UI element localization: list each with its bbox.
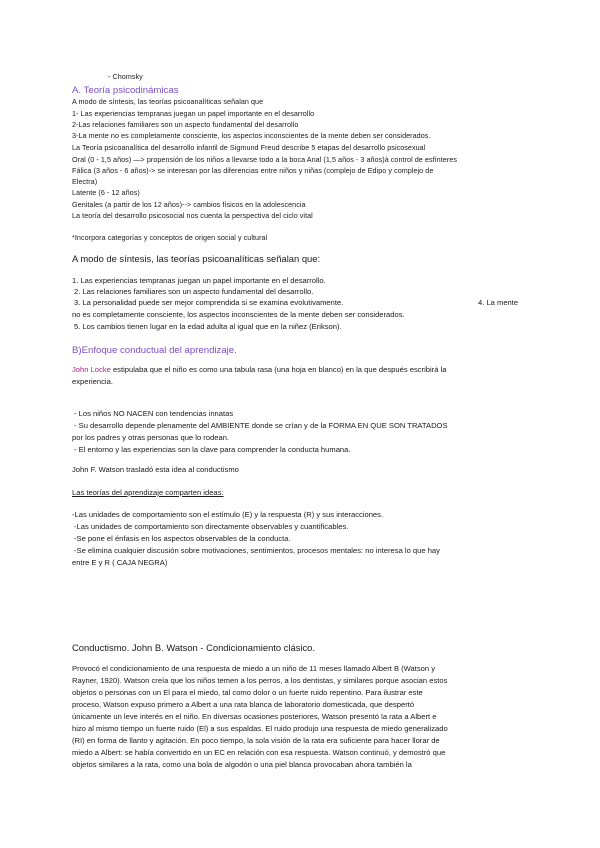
conductismo-line: únicamente un leve interés en el niño. En diversas ocasiones posteriores, Watson presentó la rata a Albert e [72,712,437,721]
locke-name: John Locke [72,365,111,374]
section-a-line: A modo de síntesis, las teorías psicoanalíticas señalan que [72,97,264,106]
ideas-heading: Las teorías del aprendizaje comparten ideas: [72,488,224,497]
section-a-line: 3-La mente no es completamente consciente, los aspectos inconscientes de la mente deben ser considerados. [72,131,431,140]
conductismo-line: miedo a Albert: se había convertido en un EC en relación con esa respuesta. Watson continuó, y demostró que [72,748,446,757]
section-a-line: La Teoría psicoanalítica del desarrollo infantil de Sigmund Freud describe 5 etapas del desarrollo psicosexual [72,143,426,152]
section-a-title: A. Teoría psicodinámicas [72,85,179,96]
locke-text: estipulaba que el niño es como una tabula rasa (una hoja en blanco) en la que después escribirá la [110,365,447,374]
b-bullet: por los padres y otras personas que lo rodean. [72,433,230,442]
section-a-note: *Incorpora categorías y conceptos de origen social y cultural [72,233,268,242]
section-a-line: 2-Las relaciones familiares son un aspecto fundamental del desarrollo [72,120,299,129]
section-a-line: 1- Las experiencias tempranas juegan un papel importante en el desarrollo [72,109,315,118]
synthesis-item: 1. Las experiencias tempranas juegan un papel importante en el desarrollo. [72,276,326,285]
conductismo-line: Provocó el condicionamiento de una respuesta de miedo a un niño de 11 meses llamado Albert B (Watson y [72,664,436,673]
conductismo-line: Rayner, 1920). Watson creía que los niños temen a los perros, a los dentistas, y similares porque asocian estos [72,676,448,685]
section-a-line: Fálica (3 años - 6 años)-> se interesan por las diferencias entre niños y niñas (complejo de Edipo y complejo de [72,166,434,175]
section-a-line: La teoría del desarrollo psicosocial nos cuenta la perspectiva del ciclo vital [72,211,313,220]
idea-item: -Se elimina cualquier discusión sobre motivaciones, sentimientos, procesos mentales: no interesa lo que hay [74,546,440,555]
synthesis-item: no es completamente consciente, los aspectos inconscientes de la mente deben ser considerados. [72,310,405,319]
conductismo-line: (RI) en forma de llanto y agitación. En poco tiempo, la sola visión de la rata era suficiente para hacer llorar de [72,736,440,745]
idea-item: -Las unidades de comportamiento son el estímulo (E) y la respuesta (R) y sus interacciones. [72,510,384,519]
chomsky-line: - Chomsky [108,72,143,81]
b-bullet: - El entorno y las experiencias son la clave para comprender la conducta humana. [74,445,351,454]
synthesis-heading: A modo de síntesis, las teorías psicoanalíticas señalan que: [72,253,321,264]
synthesis-item: 5. Los cambios tienen lugar en la edad adulta al igual que en la niñez (Erikson). [74,322,342,331]
idea-item: -Las unidades de comportamiento son directamente observables y cuantificables. [74,522,349,531]
conductismo-line: hizo al mismo tiempo un fuerte ruido (El) a sus espaldas. El ruido produjo una respuesta de miedo generalizado [72,724,448,733]
watson-line: John F. Watson trasladó esta idea al conductismo [72,465,239,474]
synthesis-item: 3. La personalidad puede ser mejor comprendida si se examina evolutivamente. [74,298,344,307]
idea-item: entre E y R ( CAJA NEGRA) [72,558,168,567]
section-a-line: Latente (6 - 12 años) [72,188,140,197]
section-a-line: Genitales (a partir de los 12 años)--> cambios físicos en la adolescencia [72,200,306,209]
conductismo-title: Conductismo. John B. Watson - Condicionamiento clásico. [72,642,315,653]
b-bullet: - Los niños NO NACEN con tendencias innatas [74,409,234,418]
idea-item: -Se pone el énfasis en los aspectos observables de la conducta. [74,534,291,543]
section-a-line: Electra) [72,177,98,186]
b-bullet: - Su desarrollo depende plenamente del AMBIENTE donde se crían y de la FORMA EN QUE SON TRATADOS [74,421,448,430]
locke-paragraph-line [72,366,446,374]
conductismo-line: objetos o personas con un El para el miedo, tal como dolor o un fuerte ruido repentino. Para ilustrar este [72,688,423,697]
section-b-title: B)Enfoque conductual del aprendizaje. [72,345,237,356]
section-a-line: Oral (0 - 1,5 años) —> propensión de los niños a llevarse todo a la boca Anal (1,5 años - 3 años)à control de esfínteres [72,155,457,164]
locke-paragraph-line: experiencia. [72,377,113,386]
synthesis-item: 4. La mente [478,298,519,307]
conductismo-line: objetos similares a la rata, como una bola de algodón o una piel blanca provocaban ahora también la [72,760,412,769]
synthesis-item: 2. Las relaciones familiares son un aspecto fundamental del desarrollo. [74,287,314,296]
conductismo-line: proceso, Watson expuso primero a Albert a una rata blanca de laboratorio domesticada, que despertó [72,700,415,709]
